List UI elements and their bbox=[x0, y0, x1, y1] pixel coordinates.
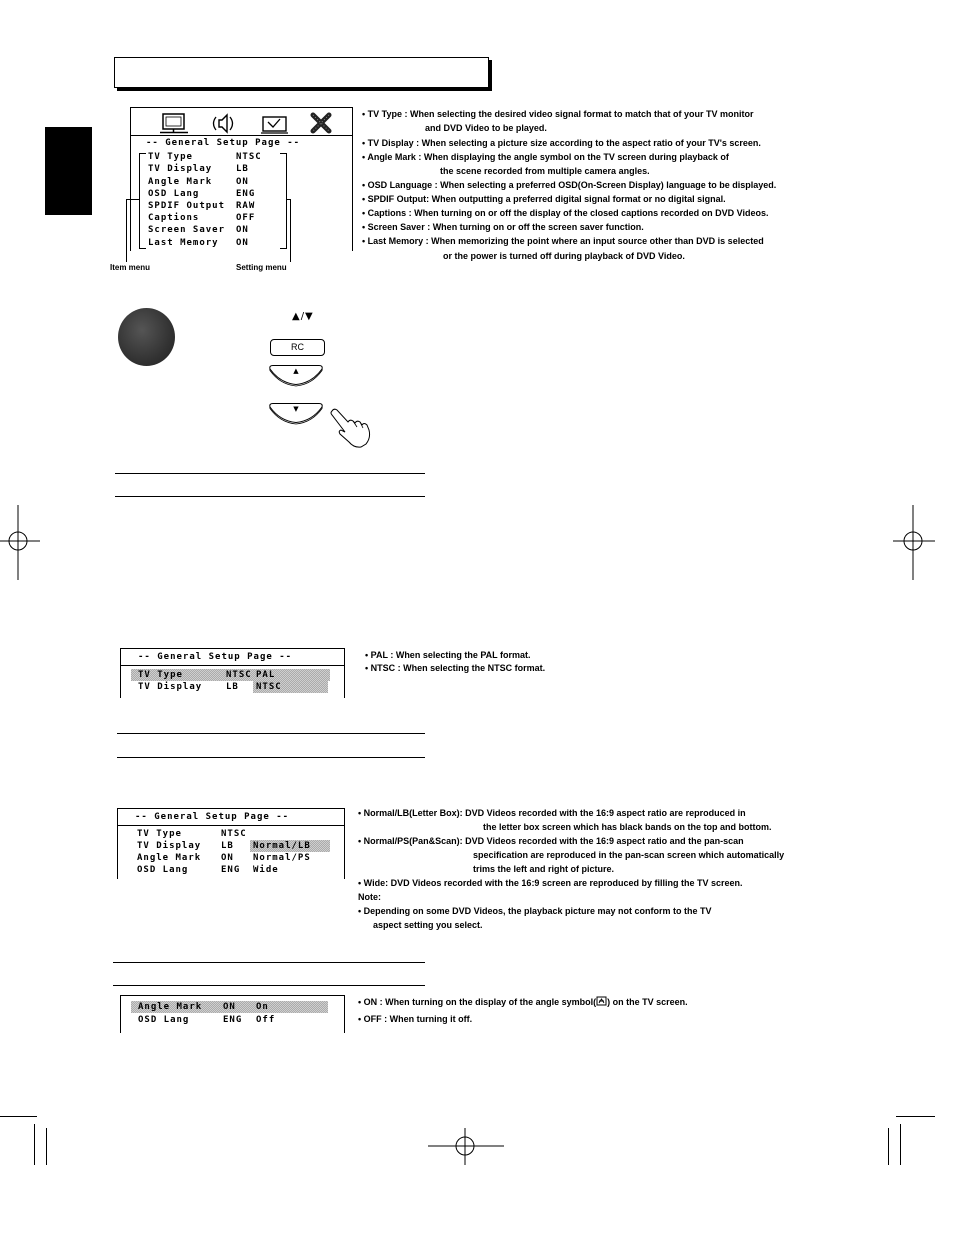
menu-header: -- General Setup Page -- bbox=[146, 138, 301, 148]
setting-menu-caption: Setting menu bbox=[236, 263, 287, 272]
registration-circle bbox=[904, 532, 922, 550]
row-osd-lang-label: OSD Lang bbox=[137, 865, 189, 875]
tv-type-option-ntsc: NTSC bbox=[256, 682, 282, 692]
section-rule bbox=[115, 496, 425, 497]
osd-lang-row-label: OSD Lang bbox=[138, 1015, 190, 1025]
registration-mark-bottom bbox=[428, 1128, 504, 1165]
row-tv-display-value: LB bbox=[221, 841, 234, 851]
desc-last-memory-cont: or the power is turned off during playback of DVD Video. bbox=[443, 251, 685, 261]
step-marker-oval bbox=[118, 308, 175, 366]
row-angle-mark-label: Angle Mark bbox=[137, 853, 202, 863]
chapter-title-box bbox=[114, 57, 489, 88]
option-normal-lb: Normal/LB bbox=[253, 841, 311, 851]
option-wide: Wide bbox=[253, 865, 279, 875]
desc-spdif-output: • SPDIF Output: When outputting a preferred digital signal format or no digital signal. bbox=[362, 194, 726, 204]
desc-off: • OFF : When turning it off. bbox=[358, 1014, 473, 1024]
tv-display-row-label: TV Display bbox=[138, 682, 203, 692]
picture-frame bbox=[263, 117, 286, 131]
up-arrow-icon: ▲ bbox=[293, 367, 299, 375]
menu-item-captions-value: OFF bbox=[236, 213, 256, 223]
tv-display-menu-header: -- General Setup Page -- bbox=[135, 812, 290, 822]
section-rule bbox=[113, 985, 425, 986]
note-text-cont: aspect setting you select. bbox=[373, 920, 483, 930]
desc-normal-ps: • Normal/PS(Pan&Scan): DVD Videos recorded with the 16:9 aspect ratio and the pan-scan bbox=[358, 836, 744, 846]
desc-angle-mark-cont: the scene recorded from multiple camera angles. bbox=[440, 166, 650, 176]
desc-osd-language: • OSD Language : When selecting a preferred OSD(On-Screen Display) language to be displayed. bbox=[362, 180, 777, 190]
section-rule bbox=[117, 733, 425, 734]
desc-on-before: • ON : When turning on the display of the angle symbol( bbox=[358, 997, 597, 1007]
up-button bbox=[268, 364, 324, 387]
tv-display-menu bbox=[117, 808, 345, 879]
speaker-wave-left bbox=[214, 117, 217, 130]
menu-item-last-memory-value: ON bbox=[236, 238, 249, 248]
angle-mark-menu bbox=[120, 995, 345, 1033]
desc-on-after: ) on the TV screen. bbox=[607, 997, 688, 1007]
menu-item-angle-mark-value: ON bbox=[236, 177, 249, 187]
crop-mark-bottom-right bbox=[889, 1117, 936, 1166]
option-normal-ps: Normal/PS bbox=[253, 853, 311, 863]
tv-type-row-label: TV Type bbox=[138, 670, 183, 680]
speaker-wave-right bbox=[230, 117, 233, 130]
row-osd-lang-value: ENG bbox=[221, 865, 241, 875]
desc-ntsc: • NTSC : When selecting the NTSC format. bbox=[365, 663, 546, 673]
row-tv-display-label: TV Display bbox=[137, 841, 202, 851]
item-menu-caption: Item menu bbox=[110, 263, 151, 272]
down-arrow-icon: ▼ bbox=[293, 405, 299, 413]
menu-item-spdif-output-label: SPDIF Output bbox=[148, 201, 226, 211]
desc-normal-ps-cont-2: trims the left and right of picture. bbox=[473, 864, 615, 874]
down-button bbox=[268, 402, 324, 425]
desc-normal-ps-cont-1: specification are reproduced in the pan-scan screen which automatically bbox=[473, 850, 785, 860]
desc-tv-display: • TV Display : When selecting a picture size according to the aspect ratio of your TV's screen. bbox=[362, 138, 761, 148]
row-angle-mark-value: ON bbox=[221, 853, 234, 863]
hand-outline bbox=[331, 409, 370, 447]
arrow-keys-label: ▲/▼ bbox=[292, 311, 314, 322]
desc-tv-type-cont: and DVD Video to be played. bbox=[425, 123, 547, 133]
desc-wide: • Wide: DVD Videos recorded with the 16:9 screen are reproduced by filling the TV screen. bbox=[358, 878, 743, 888]
registration-mark-left bbox=[0, 505, 40, 580]
section-rule bbox=[115, 473, 425, 474]
osd-lang-row-value: ENG bbox=[223, 1015, 243, 1025]
speaker-icon bbox=[208, 112, 238, 135]
desc-normal-lb-cont: the letter box screen which has black bands on the top and bottom. bbox=[483, 822, 772, 832]
tv-type-menu bbox=[120, 648, 345, 698]
registration-circle bbox=[456, 1137, 474, 1155]
angle-mark-row-label: Angle Mark bbox=[138, 1002, 203, 1012]
desc-normal-lb: • Normal/LB(Letter Box): DVD Videos recorded with the 16:9 aspect ratio are reproduced in bbox=[358, 808, 746, 818]
section-tab bbox=[45, 127, 92, 215]
speaker-body bbox=[219, 115, 227, 132]
menu-item-tv-display-label: TV Display bbox=[148, 164, 213, 174]
desc-last-memory: • Last Memory : When memorizing the point where an input source other than DVD is selected bbox=[362, 236, 764, 246]
crop-mark-bottom-left bbox=[0, 1117, 47, 1166]
menu-icon-divider bbox=[131, 135, 352, 136]
note-text: • Depending on some DVD Videos, the playback picture may not conform to the TV bbox=[358, 906, 712, 916]
tv-type-option-pal: PAL bbox=[256, 670, 276, 680]
registration-mark-right bbox=[893, 505, 935, 580]
desc-pal: • PAL : When selecting the PAL format. bbox=[365, 650, 531, 660]
angle-symbol-mark bbox=[599, 999, 604, 1003]
picture-icon bbox=[260, 112, 290, 135]
picture-check bbox=[268, 119, 280, 127]
menu-item-osd-lang-value: ENG bbox=[236, 189, 256, 199]
desc-tv-type: • TV Type : When selecting the desired video signal format to match that of your TV monitor bbox=[362, 109, 754, 119]
section-rule bbox=[117, 757, 425, 758]
menu-item-osd-lang-label: OSD Lang bbox=[148, 189, 200, 199]
menu-item-tv-type-label: TV Type bbox=[148, 152, 193, 162]
option-off: Off bbox=[256, 1015, 276, 1025]
option-on: On bbox=[256, 1002, 269, 1012]
section-rule bbox=[113, 962, 425, 963]
rc-button: RC bbox=[270, 339, 325, 356]
menu-item-last-memory-label: Last Memory bbox=[148, 238, 219, 248]
monitor-icon bbox=[158, 112, 190, 135]
registration-circle bbox=[9, 532, 27, 550]
tv-display-menu-divider bbox=[118, 825, 344, 826]
angle-symbol-icon bbox=[596, 996, 607, 1006]
close-x-icon bbox=[309, 112, 333, 135]
menu-item-screen-saver-label: Screen Saver bbox=[148, 225, 226, 235]
row-tv-type-value: NTSC bbox=[221, 829, 247, 839]
pointing-hand-icon bbox=[328, 406, 372, 448]
menu-item-tv-display-value: LB bbox=[236, 164, 249, 174]
menu-item-spdif-output-value: RAW bbox=[236, 201, 256, 211]
menu-item-tv-type-value: NTSC bbox=[236, 152, 262, 162]
menu-item-angle-mark-label: Angle Mark bbox=[148, 177, 213, 187]
desc-captions: • Captions : When turning on or off the display of the closed captions recorded on DVD Videos. bbox=[362, 208, 769, 218]
desc-screen-saver: • Screen Saver : When turning on or off the screen saver function. bbox=[362, 222, 644, 232]
angle-mark-row-value: ON bbox=[223, 1002, 236, 1012]
note-heading: Note: bbox=[358, 892, 381, 902]
desc-angle-mark: • Angle Mark : When displaying the angle symbol on the TV screen during playback of bbox=[362, 152, 729, 162]
monitor-inner bbox=[166, 117, 181, 126]
tv-display-row-value: LB bbox=[226, 682, 239, 692]
menu-item-screen-saver-value: ON bbox=[236, 225, 249, 235]
row-tv-type-label: TV Type bbox=[137, 829, 182, 839]
tv-type-row-value: NTSC bbox=[226, 670, 252, 680]
menu-item-captions-label: Captions bbox=[148, 213, 200, 223]
tv-type-menu-header: -- General Setup Page -- bbox=[138, 652, 293, 662]
desc-on bbox=[358, 996, 688, 1008]
setup-menu-overview bbox=[130, 107, 353, 251]
tv-type-menu-divider bbox=[121, 665, 344, 666]
